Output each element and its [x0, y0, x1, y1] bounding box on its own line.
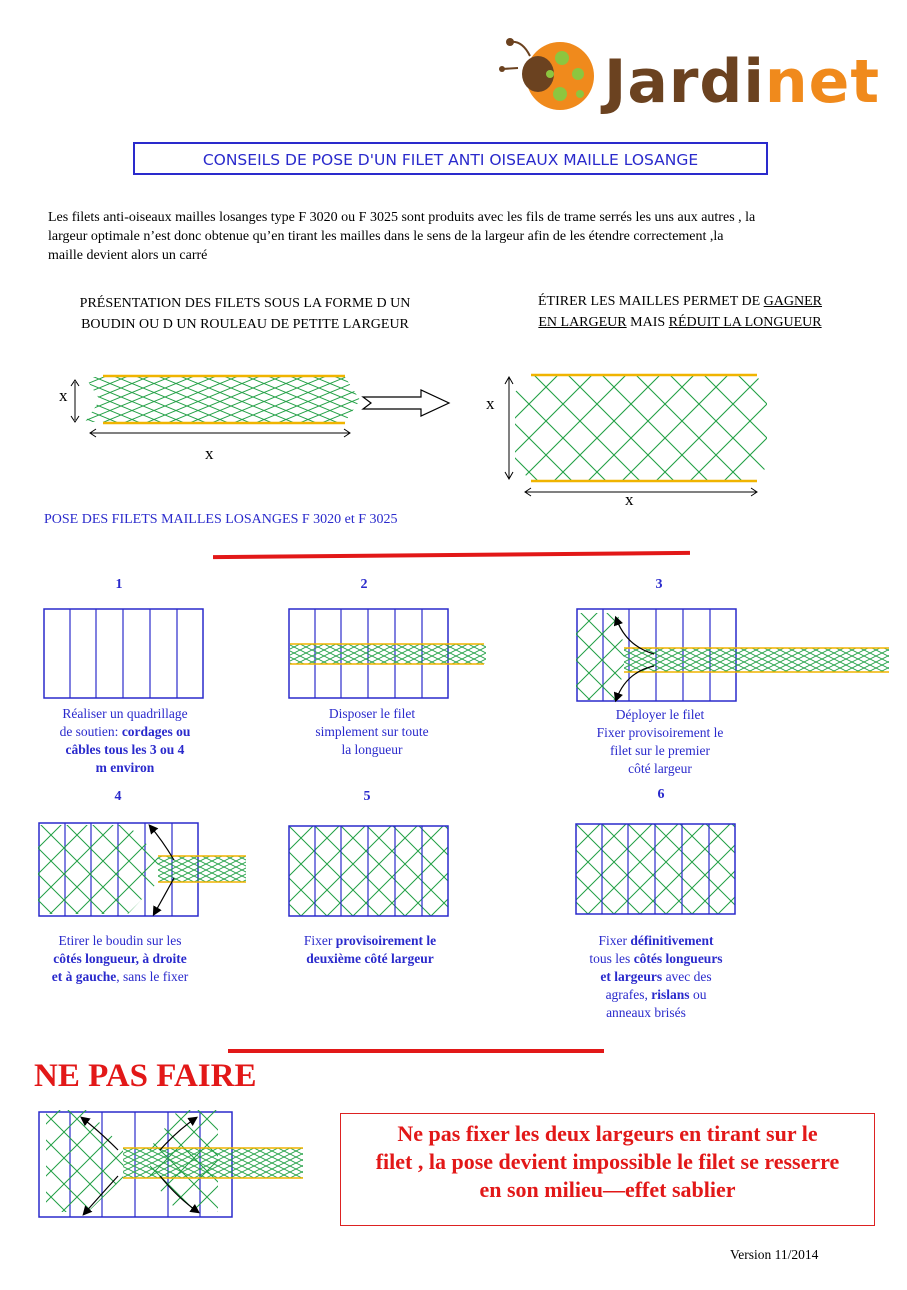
- step-6-line4a: agrafes,: [605, 987, 652, 1002]
- stretched-net-diagram: [495, 370, 785, 500]
- step-5-number: 5: [363, 789, 371, 804]
- warning-line2: filet , la pose devient impossible le filet se resserre: [375, 1149, 840, 1174]
- intro-line-3: maille devient alors un carré: [48, 248, 208, 263]
- brand-logo-text[interactable]: [604, 47, 881, 117]
- step-3-line2: Fixer provisoirement le: [596, 725, 724, 740]
- dim-label-x-right-v: x: [486, 394, 495, 413]
- warning-line3: en son milieu—effet sablier: [479, 1177, 736, 1202]
- step-4-grid: [38, 822, 253, 922]
- step-6-line1b: définitivement: [630, 933, 714, 948]
- step-5-line1a: Fixer: [303, 933, 336, 948]
- step-6-line1a: Fixer: [598, 933, 631, 948]
- red-divider-1: [213, 551, 690, 559]
- step-3-caption: [560, 706, 760, 778]
- step-6-line4c: ou: [689, 987, 707, 1002]
- step-4-line3b: , sans le fixer: [116, 969, 189, 984]
- step-5-line1b: provisoirement le: [335, 933, 437, 948]
- step-3-line4: côté largeur: [628, 761, 692, 776]
- right-line2-b: MAIS: [626, 315, 669, 330]
- step-1-line4: m environ: [95, 760, 155, 775]
- step-5-grid: [288, 825, 450, 920]
- step-1-line2a: de soutien:: [59, 724, 122, 739]
- page-title: CONSEILS DE POSE D'UN FILET ANTI OISEAUX MAILLE LOSANGE: [133, 142, 768, 175]
- step-6-line2b: côtés longueurs: [633, 951, 723, 966]
- step-6-line4b: rislans: [651, 987, 690, 1002]
- right-line1-a: ÉTIRER LES MAILLES PERMET DE: [537, 294, 764, 309]
- presentation-right-heading: [505, 291, 855, 333]
- red-divider-2: [228, 1049, 604, 1053]
- step-6-line3b: avec des: [662, 969, 712, 984]
- step-6-caption: [556, 932, 756, 1022]
- step-6-line5: anneaux brisés: [606, 1005, 686, 1020]
- step-4-line2a: côtés longueur: [53, 951, 136, 966]
- wrong-method-diagram: [38, 1106, 308, 1226]
- narrow-roll-diagram: [55, 370, 455, 470]
- step-3-line1: Déployer le filet: [615, 707, 705, 722]
- step-4-number: 4: [114, 789, 122, 804]
- ne-pas-faire-heading: NE PAS FAIRE: [34, 1058, 257, 1094]
- step-6-line3a: et largeurs: [600, 969, 663, 984]
- ladybug-logo-icon: [500, 36, 600, 116]
- step-1-caption: [25, 705, 225, 777]
- step-1-line3: câbles tous les 3 ou 4: [65, 742, 185, 757]
- step-2-line2: simplement sur toute: [315, 724, 429, 739]
- step-2-grid: [288, 608, 488, 701]
- pose-section-title: POSE DES FILETS MAILLES LOSANGES F 3020 et F 3025: [44, 512, 398, 527]
- step-1-line2b: cordages ou: [121, 724, 191, 739]
- step-2-line1: Disposer le filet: [328, 706, 416, 721]
- step-4-line3a: et à gauche: [51, 969, 117, 984]
- step-1-number: 1: [115, 577, 123, 592]
- presentation-left-heading: [50, 293, 440, 335]
- step-3-grid: [576, 608, 896, 708]
- step-6-number: 6: [657, 787, 665, 802]
- right-line2-c: RÉDUIT LA LONGUEUR: [668, 315, 822, 330]
- step-6-grid: [575, 823, 737, 918]
- presentation-left-line1: PRÉSENTATION DES FILETS SOUS LA FORME D UN: [79, 296, 411, 311]
- right-line1-b: GAGNER: [763, 294, 823, 309]
- dim-label-x-left-h: x: [205, 444, 214, 463]
- step-6-line2a: tous les: [589, 951, 634, 966]
- step-2-line3: la longueur: [341, 742, 403, 757]
- brand-logo-part2: net: [764, 47, 881, 117]
- step-2-caption: [272, 705, 472, 759]
- warning-box: [340, 1113, 875, 1226]
- intro-line-2: largeur optimale n’est donc obtenue qu’en tirant les mailles dans le sens de la largeur afin de les étendre correctement ,la: [48, 229, 724, 244]
- dim-label-x-right-h: x: [625, 490, 634, 509]
- intro-paragraph: [48, 208, 868, 265]
- intro-line-1: Les filets anti-oiseaux mailles losanges type F 3020 ou F 3025 sont produits avec les fils de trame serrés les uns aux autres , la: [48, 210, 756, 225]
- version-label: Version 11/2014: [730, 1247, 819, 1262]
- brand-logo-part1: Jardi: [604, 47, 765, 117]
- step-4-line2b: , à droite: [135, 951, 187, 966]
- step-2-number: 2: [360, 577, 368, 592]
- step-5-caption: [270, 932, 470, 968]
- warning-line1: Ne pas fixer les deux largeurs en tirant sur le: [397, 1121, 818, 1146]
- dim-label-x-left-v: x: [59, 386, 68, 405]
- presentation-left-line2: BOUDIN OU D UN ROULEAU DE PETITE LARGEUR: [81, 317, 409, 332]
- right-line2-a: EN LARGEUR: [538, 315, 627, 330]
- step-3-number: 3: [655, 577, 663, 592]
- step-1-grid: [43, 608, 205, 701]
- step-5-line2: deuxième côté largeur: [306, 951, 434, 966]
- step-1-line1: Réaliser un quadrillage: [62, 706, 188, 721]
- step-4-caption: [20, 932, 220, 986]
- step-3-line3: filet sur le premier: [609, 743, 711, 758]
- step-4-line1: Etirer le boudin sur les: [58, 933, 182, 948]
